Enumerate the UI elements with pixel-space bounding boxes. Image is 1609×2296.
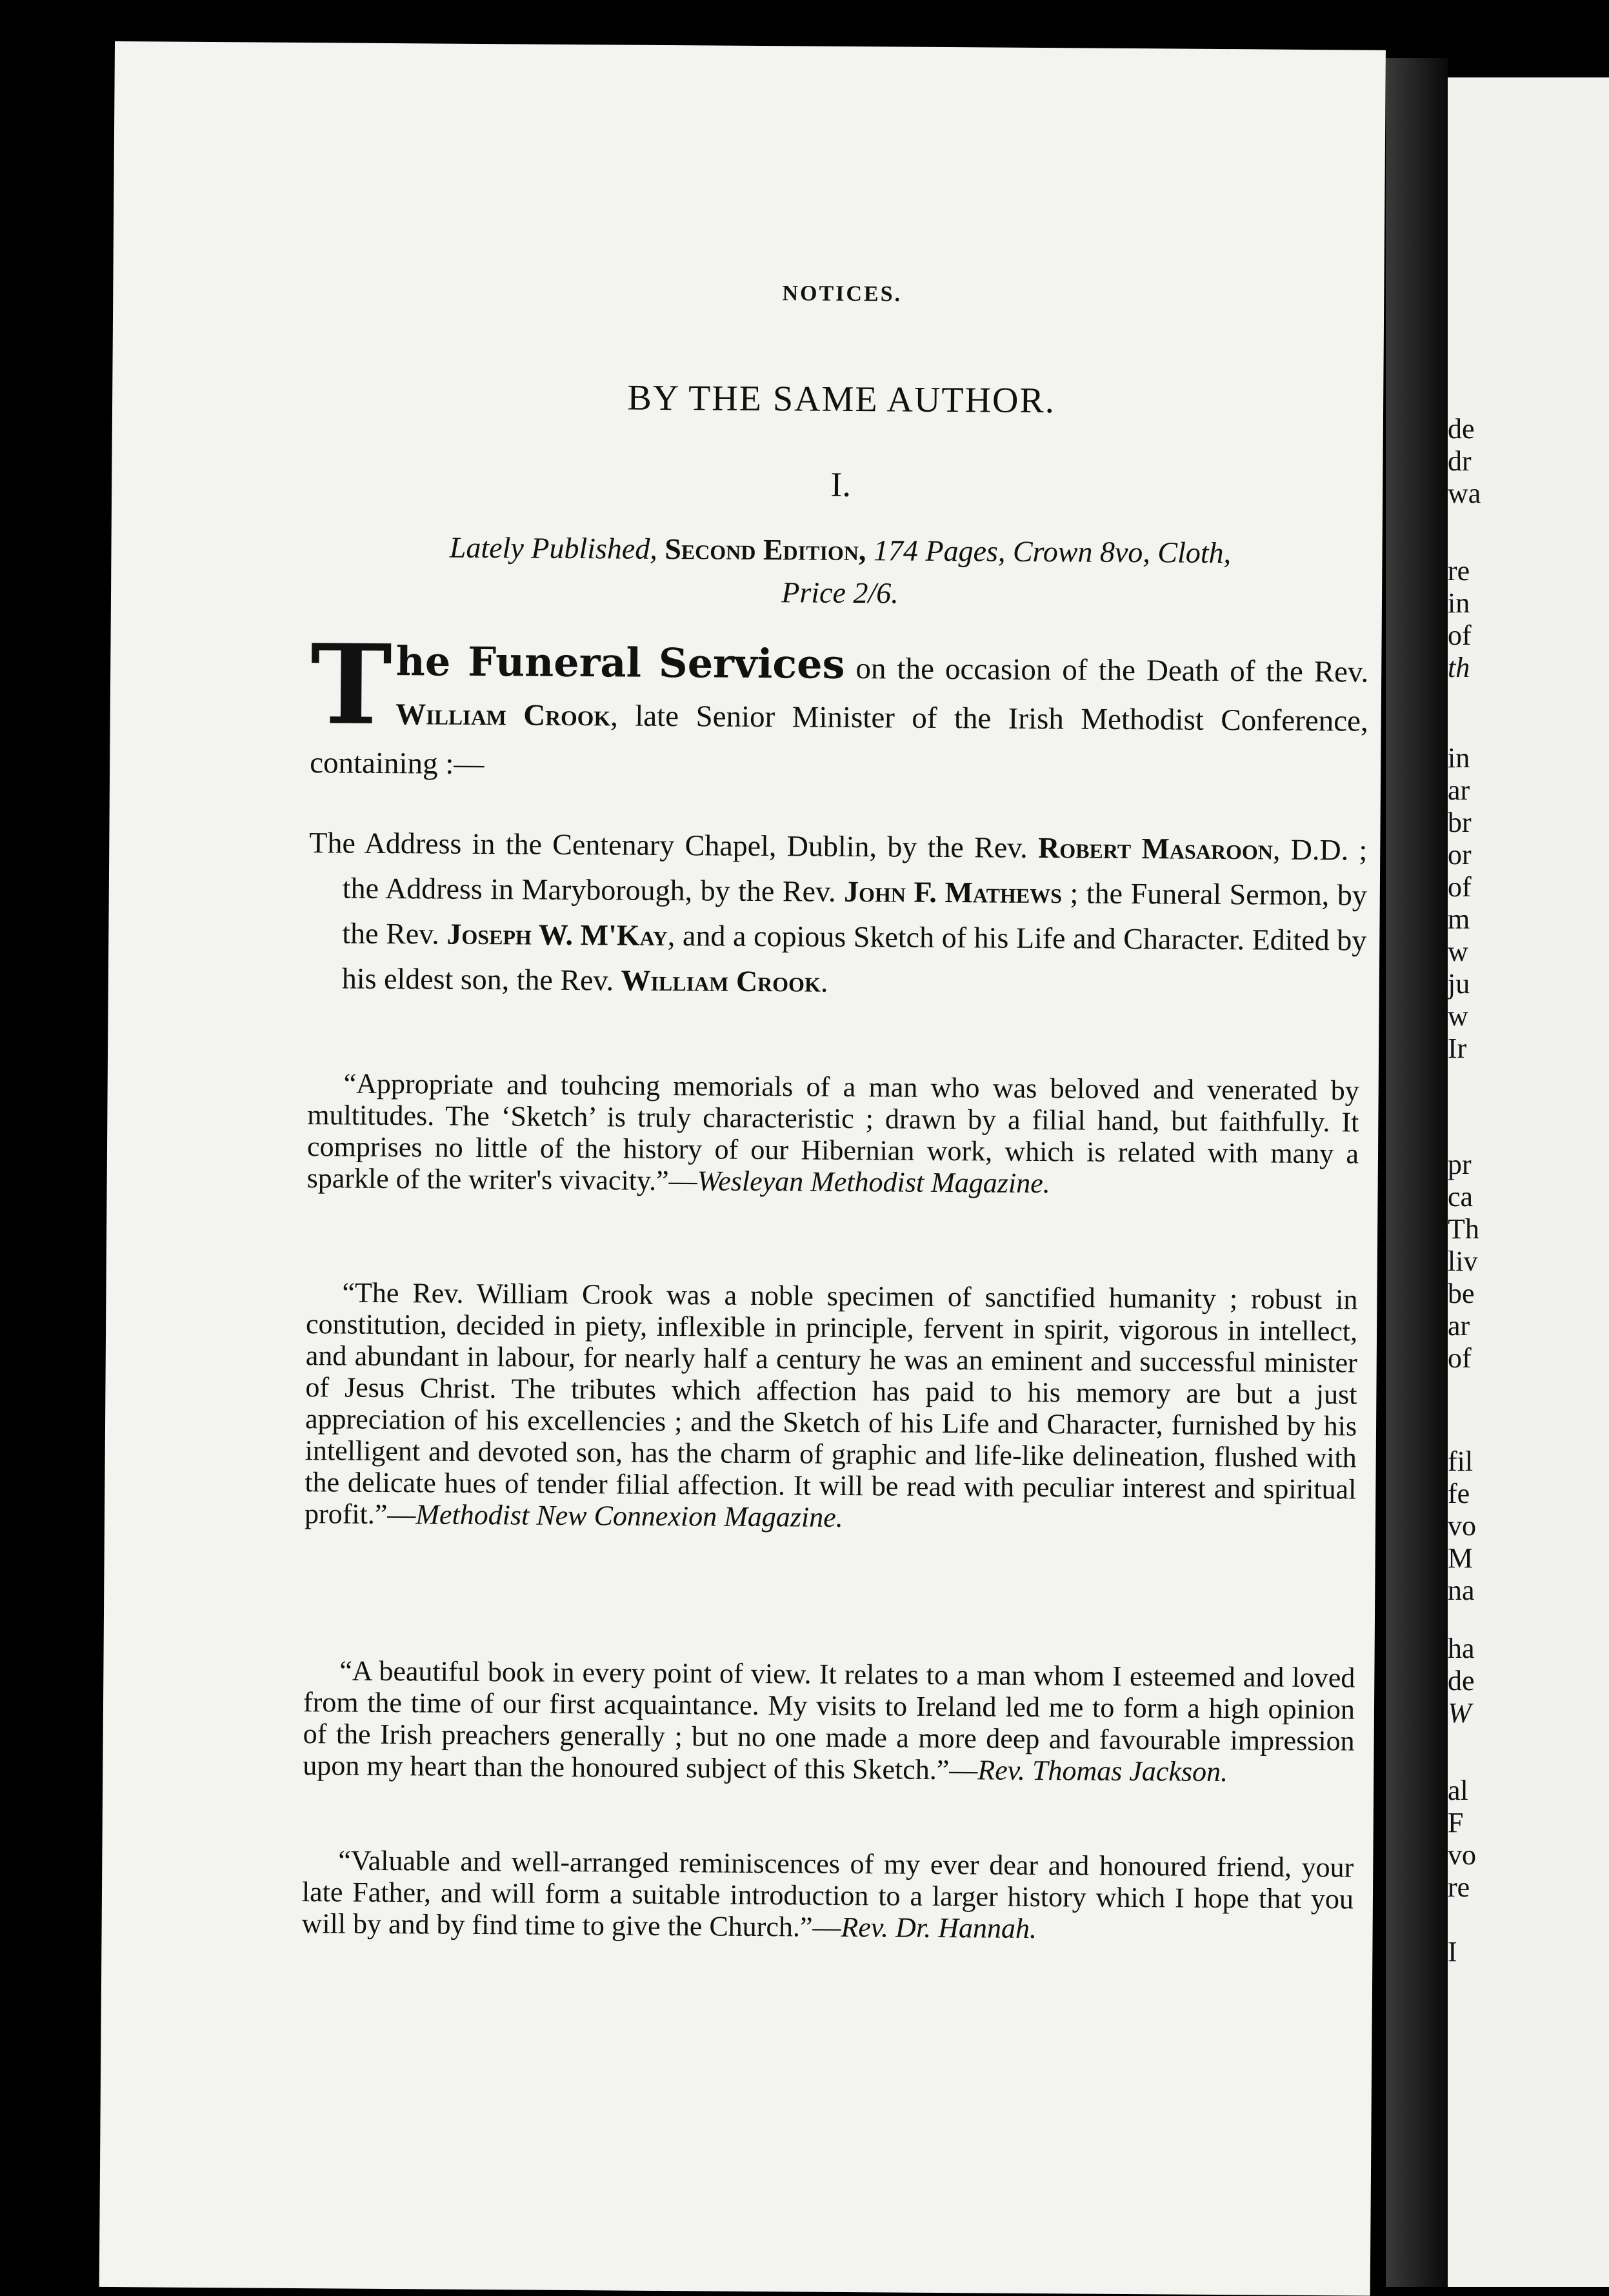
facing-page-fragment: liv <box>1448 1245 1478 1277</box>
review-quote <box>301 1844 1354 1946</box>
facing-page-fragment: fil <box>1448 1445 1474 1477</box>
contents-name-4: William Crook <box>621 963 821 998</box>
facing-page-fragment: w <box>1448 936 1468 967</box>
facing-page-fragment: re <box>1448 555 1470 587</box>
item-numeral: I. <box>830 465 852 504</box>
subject-name: William Crook <box>395 698 611 733</box>
pages-format: 174 Pages, Crown 8vo, Cloth, <box>873 534 1232 570</box>
book-gutter <box>1386 58 1448 2287</box>
facing-page-fragment: ju <box>1448 968 1470 1000</box>
left-page <box>99 41 1386 2296</box>
facing-page-fragment: w <box>1448 1000 1468 1032</box>
facing-page-fragment: in <box>1448 587 1470 619</box>
contents-text-5: . <box>820 965 828 998</box>
contents-name-3: Joseph W. M'Kay <box>446 917 668 952</box>
contents-paragraph <box>308 820 1368 1008</box>
page-content <box>301 43 1373 1945</box>
facing-page-fragment: Th <box>1448 1213 1479 1245</box>
facing-page-edge <box>1448 77 1609 2287</box>
quote-source: Rev. Dr. Hannah. <box>841 1911 1037 1945</box>
contents-text-4: , and a copious Sketch of his Life and Character. Edited by his eldest son, the Rev. <box>341 919 1367 997</box>
facing-page-fragment: fe <box>1448 1478 1470 1509</box>
review-quote <box>305 1276 1358 1536</box>
facing-page-fragment: wa <box>1448 478 1481 509</box>
facing-page-fragment: Ir <box>1448 1032 1467 1064</box>
facing-page-fragment: ca <box>1448 1181 1474 1213</box>
price: Price 2/6. <box>781 576 899 610</box>
second-edition: Second Edition, <box>665 532 866 567</box>
quote-source: Methodist New Connexion Magazine. <box>415 1498 843 1533</box>
contents-name-1: Robert Masaroon <box>1037 831 1274 866</box>
facing-page-fragment: of <box>1448 619 1472 651</box>
facing-page-fragment: of <box>1448 871 1472 903</box>
quote-text: “A beautiful book in every point of view. It relates to a man whom I esteemed and loved from the time of our first acquaintance. My visits to Ireland led me to form a high opinion of the Irish preachers generally ; but no one made a more deep and favourable impression upon my heart than the honoured subject of this Sketch.”— <box>303 1655 1355 1786</box>
quote-text: “Appropriate and touhcing memorials of a man who was beloved and venerated by multitudes. The ‘Sketch’ is truly characteristic ; drawn by a filial hand, but faithfully. It comprises no little of the history of our Hibernian work, which is related with many a sparkle of the writer's vivacity.”— <box>306 1067 1359 1197</box>
facing-page-fragment: al <box>1448 1775 1468 1806</box>
quote-source: Rev. Thomas Jackson. <box>977 1754 1228 1788</box>
review-quote <box>307 1067 1359 1201</box>
quote-source: Wesleyan Methodist Magazine. <box>697 1165 1050 1200</box>
contents-name-2: John F. Mathews <box>843 874 1063 910</box>
facing-page-fragment: th <box>1448 652 1470 683</box>
facing-page-fragment: I <box>1448 1936 1457 1968</box>
facing-page-fragment: ar <box>1448 1310 1470 1342</box>
facing-page-fragment: in <box>1448 742 1470 774</box>
contents-text-2: , D.D. ; the Address in Maryborough, by the Rev. <box>342 832 1368 908</box>
facing-page-fragment: ar <box>1448 774 1470 806</box>
contents-text-3: ; the Funeral Sermon, by the Rev. <box>342 876 1367 951</box>
contents-text-1: The Address in the Centenary Chapel, Dublin, by the Rev. <box>309 826 1039 865</box>
facing-page-fragment: vo <box>1448 1510 1476 1542</box>
book-title: he Funeral Services <box>395 638 845 688</box>
book-title-block <box>310 620 1369 794</box>
facing-page-fragment: be <box>1448 1278 1475 1309</box>
facing-page-fragment: na <box>1448 1575 1475 1606</box>
title-text-1: on the occasion of the Death of the Rev. <box>844 651 1369 689</box>
facing-page-fragment: dr <box>1448 445 1472 477</box>
title-text-2: , late Senior Minister of the Irish Methodist Conference, containing :— <box>310 699 1368 781</box>
facing-page-fragment: F <box>1448 1807 1464 1838</box>
facing-page-fragment: M <box>1448 1542 1474 1574</box>
section-heading: BY THE SAME AUTHOR. <box>627 378 1056 421</box>
quote-text: “The Rev. William Crook was a noble specimen of sanctified humanity ; robust in constitution, decided in piety, inflexible in principle, fervent in spirit, vigorous in intellect, and abundant in labour, for nearly half a century he was an eminent and successful minister of Jesus Christ. The tributes which affection has paid to his memory are but a just appreciation of his excellencies ; and the Sketch of his Life and Character, furnished by his intelligent and devoted son, has the charm of graphic and life-like delineation, flushed with the delicate hues of tender filial affection. It will be read with peculiar interest and spiritual profit.”— <box>304 1276 1358 1531</box>
review-quote <box>303 1655 1355 1788</box>
facing-page-fragment: W <box>1448 1697 1472 1729</box>
facing-page-fragment: br <box>1448 807 1472 838</box>
facing-page-fragment: or <box>1448 839 1472 871</box>
facing-page-fragment: m <box>1448 903 1470 935</box>
facing-page-fragment: pr <box>1448 1149 1472 1180</box>
facing-page-fragment: vo <box>1448 1839 1476 1871</box>
quote-text: “Valuable and well-arranged reminiscences of my ever dear and honoured friend, your late Father, and will form a suitable introduction to a larger history which I hope that you will by and by find time to give the Church.”— <box>301 1844 1354 1943</box>
facing-page-fragment: de <box>1448 1665 1475 1697</box>
facing-page-fragment: de <box>1448 413 1475 445</box>
running-head: NOTICES. <box>782 281 903 307</box>
drop-cap: T <box>310 620 393 750</box>
facing-page-fragment: of <box>1448 1342 1472 1374</box>
facing-page-fragment: ha <box>1448 1633 1475 1664</box>
edition-line <box>311 525 1370 618</box>
lately-published: Lately Published, <box>449 530 658 565</box>
facing-page-fragment: re <box>1448 1871 1470 1903</box>
